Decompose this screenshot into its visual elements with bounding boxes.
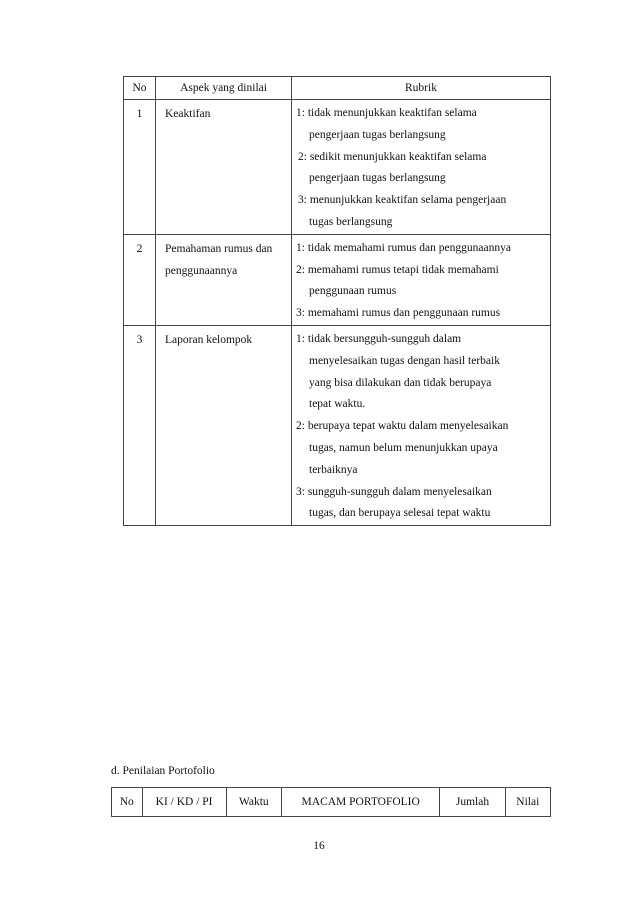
header-rubrik: Rubrik bbox=[292, 77, 551, 100]
rubric-cell-aspek bbox=[156, 325, 292, 525]
rubric-body bbox=[124, 100, 551, 526]
rubrik-line: tugas berlangsung bbox=[309, 215, 393, 228]
aspek-line: Keaktifan bbox=[165, 108, 211, 120]
portfolio-header-nilai: Nilai bbox=[505, 788, 550, 817]
row-number: 3 bbox=[136, 333, 143, 346]
rubric-table bbox=[123, 76, 551, 526]
rubric-cell-aspek bbox=[156, 100, 292, 235]
rubrik-line: pengerjaan tugas berlangsung bbox=[309, 128, 446, 141]
portfolio-header-jumlah: Jumlah bbox=[440, 788, 505, 817]
header-no: No bbox=[124, 77, 156, 100]
rubrik-line: 3: memahami rumus dan penggunaan rumus bbox=[296, 307, 501, 320]
rubrik-line: 2: memahami rumus tetapi tidak memahami bbox=[296, 263, 499, 276]
portfolio-header-ki-kd-pi: KI / KD / PI bbox=[142, 788, 226, 817]
rubrik-line: tugas, namun belum menunjukkan upaya bbox=[309, 441, 498, 454]
page-number: 16 bbox=[313, 840, 325, 852]
rubrik-line: 1: tidak bersungguh-sungguh dalam bbox=[296, 332, 462, 345]
rubrik-line: 3: menunjukkan keaktifan selama pengerjaan bbox=[298, 194, 507, 207]
rubrik-line: tugas, dan berupaya selesai tepat waktu bbox=[309, 507, 491, 520]
rubric-cell-no bbox=[124, 234, 156, 325]
rubrik-line: 2: sedikit menunjukkan keaktifan selama bbox=[298, 150, 487, 163]
rubric-cell-rubrik bbox=[292, 100, 551, 235]
rubrik-lines bbox=[292, 329, 550, 525]
rubric-cell-aspek bbox=[156, 234, 292, 325]
portfolio-header-row bbox=[112, 788, 551, 817]
rubric-row bbox=[124, 234, 551, 325]
rubrik-line: 2: berupaya tepat waktu dalam menyelesaikan bbox=[296, 420, 509, 433]
aspek-line: Laporan kelompok bbox=[165, 333, 253, 346]
rubric-row bbox=[124, 325, 551, 525]
row-number: 2 bbox=[136, 242, 143, 255]
rubric-cell-no bbox=[124, 100, 156, 235]
section-heading: d. Penilaian Portofolio bbox=[111, 765, 215, 777]
rubrik-line: pengerjaan tugas berlangsung bbox=[309, 172, 446, 185]
rubrik-line: menyelesaikan tugas dengan hasil terbaik bbox=[309, 354, 500, 367]
rubrik-lines bbox=[292, 238, 550, 325]
rubrik-line: 1: tidak memahami rumus dan penggunaannya bbox=[296, 241, 511, 254]
rubric-header-row bbox=[124, 77, 551, 100]
portfolio-table bbox=[111, 787, 551, 817]
rubrik-line: penggunaan rumus bbox=[309, 285, 397, 298]
rubric-cell-rubrik bbox=[292, 234, 551, 325]
rubrik-line: 3: sungguh-sungguh dalam menyelesaikan bbox=[296, 485, 492, 498]
rubric-row bbox=[124, 100, 551, 235]
rubrik-lines bbox=[292, 103, 550, 234]
rubric-cell-rubrik bbox=[292, 325, 551, 525]
rubrik-line: yang bisa dilakukan dan tidak berupaya bbox=[309, 376, 492, 389]
rubrik-line: 1: tidak menunjukkan keaktifan selama bbox=[296, 107, 477, 119]
portfolio-header-waktu: Waktu bbox=[226, 788, 281, 817]
rubrik-line: tepat waktu. bbox=[309, 398, 366, 411]
header-aspek: Aspek yang dinilai bbox=[156, 77, 292, 100]
aspek-line: Pemahaman rumus dan bbox=[165, 242, 273, 255]
rubrik-line: terbaiknya bbox=[309, 463, 358, 476]
row-number: 1 bbox=[136, 108, 143, 120]
rubric-cell-no bbox=[124, 325, 156, 525]
portfolio-header-macam-portofolio: MACAM PORTOFOLIO bbox=[281, 788, 440, 817]
aspek-line: penggunaannya bbox=[165, 264, 238, 277]
portfolio-header-no: No bbox=[112, 788, 143, 817]
